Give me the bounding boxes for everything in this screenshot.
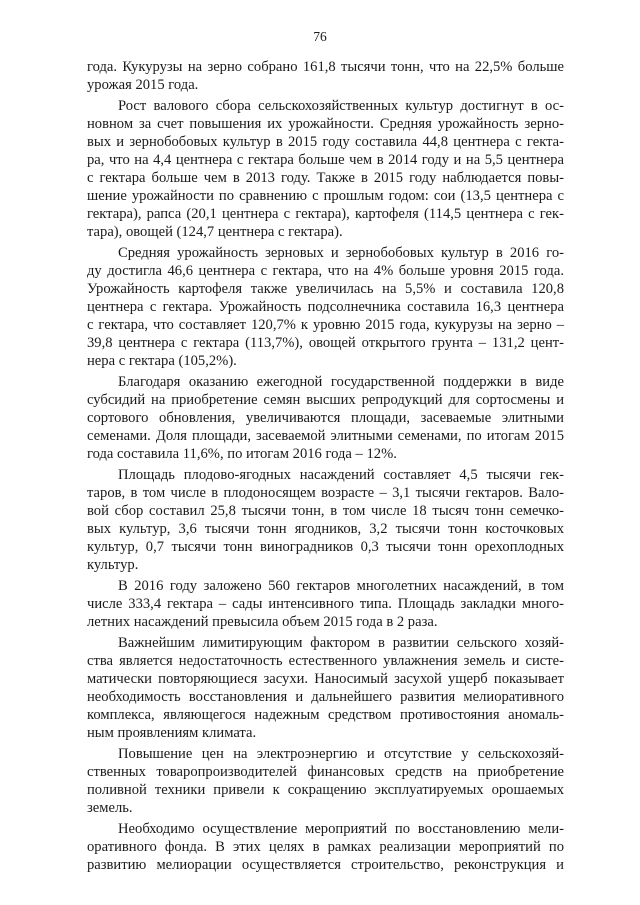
text-line: необходимость восстановления и дальнейшего развития мелиоративного — [87, 689, 564, 705]
text-line: комплекса, являющегося надежным средством противостояния аномаль- — [87, 707, 564, 723]
text-line: таров, в том числе в плодоносящем возрасте – 3,1 тысячи гектаров. Вало- — [87, 485, 564, 501]
text-line: Площадь плодово-ягодных насаждений составляет 4,5 тысячи гек- — [118, 467, 564, 483]
text-line: ным проявлениям климата. — [87, 725, 257, 741]
text-line: земель. — [87, 800, 133, 816]
text-line: поливной техники привели к сокращению эксплуатируемых орошаемых — [87, 782, 564, 798]
text-line: Важнейшим лимитирующим фактором в развитии сельского хозяй- — [118, 635, 564, 651]
text-line: ра, что на 4,4 центнера с гектара больше чем в 2014 году и на 5,5 центнера — [87, 152, 564, 168]
text-line: ду достигла 46,6 центнера с гектара, что на 4% больше уровня 2015 года. — [87, 263, 564, 279]
text-line: Рост валового сбора сельскохозяйственных культур достигнут в ос- — [118, 98, 564, 114]
text-line: вых и зернобобовых культур в 2015 году составила 44,8 центнера с гекта- — [87, 134, 564, 150]
text-line: центнера с гектара. Урожайность подсолнечника составила 16,3 центнера — [87, 299, 564, 315]
text-line: нера с гектара (105,2%). — [87, 353, 237, 369]
text-line: гектара), рапса (20,1 центнера с гектара), картофеля (114,5 центнера с гек- — [87, 206, 564, 222]
text-line: года составила 11,6%, по итогам 2016 года – 12%. — [87, 446, 397, 462]
text-line: В 2016 году заложено 560 гектаров многолетних насаждений, в том — [118, 578, 564, 594]
text-line: оративного фонда. В этих целях в рамках реализации мероприятий по — [87, 839, 564, 855]
text-line: сортового обновления, увеличиваются площади, засеваемые элитными — [87, 410, 564, 426]
text-line: субсидий на приобретение семян высших репродукций для сортосмены и — [87, 392, 564, 408]
text-line: семенами. Доля площади, засеваемой элитными семенами, по итогам 2015 — [87, 428, 564, 444]
text-line: шение урожайности по сравнению с прошлым годом: сои (13,5 центнера с — [87, 188, 564, 204]
text-line: Благодаря оказанию ежегодной государственной поддержки в виде — [118, 374, 564, 390]
text-line: года. Кукурузы на зерно собрано 161,8 тысячи тонн, что на 22,5% больше — [87, 59, 564, 75]
text-line: культур, 0,7 тысячи тонн виноградников 0,3 тысячи тонн орехоплодных — [87, 539, 564, 555]
text-line: развитию мелиорации осуществляется строительство, реконструкция и — [87, 857, 564, 873]
text-line: тара), овощей (124,7 центнера с гектара). — [87, 224, 343, 240]
text-line: матически повторяющиеся засухи. Наносимый засухой ущерб показывает — [87, 671, 564, 687]
text-line: числе 333,4 гектара – сады интенсивного типа. Площадь закладки много- — [87, 596, 564, 612]
text-line: культур. — [87, 557, 139, 573]
text-line: с гектара больше чем в 2013 году. Также в 2015 году наблюдается повы- — [87, 170, 564, 186]
text-line: вой сбор составил 25,8 тысячи тонн, в том числе 18 тысяч тонн семечко- — [87, 503, 564, 519]
text-line: 39,8 центнера с гектара (113,7%), овощей открытого грунта – 131,2 цент- — [87, 335, 564, 351]
text-line: Средняя урожайность зерновых и зернобобовых культур в 2016 го- — [118, 245, 564, 261]
text-line: урожая 2015 года. — [87, 77, 199, 93]
text-line: новном за счет повышения их урожайности. Средняя урожайность зерно- — [87, 116, 564, 132]
text-line: летних насаждений превысила объем 2015 года в 2 раза. — [87, 614, 438, 630]
text-line: ственных товаропроизводителей финансовых средств на приобретение — [87, 764, 564, 780]
text-line: Необходимо осуществление мероприятий по восстановлению мели- — [118, 821, 564, 837]
text-line: вых культур, 3,6 тысячи тонн ягодников, 3,2 тысячи тонн косточковых — [87, 521, 564, 537]
text-line: Урожайность картофеля также увеличилась на 5,5% и составила 120,8 — [87, 281, 564, 297]
text-line: Повышение цен на электроэнергию и отсутствие у сельскохозяй- — [118, 746, 564, 762]
text-line: ства является недостаточность естественного увлажнения земель и систе- — [87, 653, 564, 669]
text-line: с гектара, что составляет 120,7% к уровню 2015 года, кукурузы на зерно – — [87, 317, 564, 333]
page-number: 76 — [313, 29, 327, 44]
